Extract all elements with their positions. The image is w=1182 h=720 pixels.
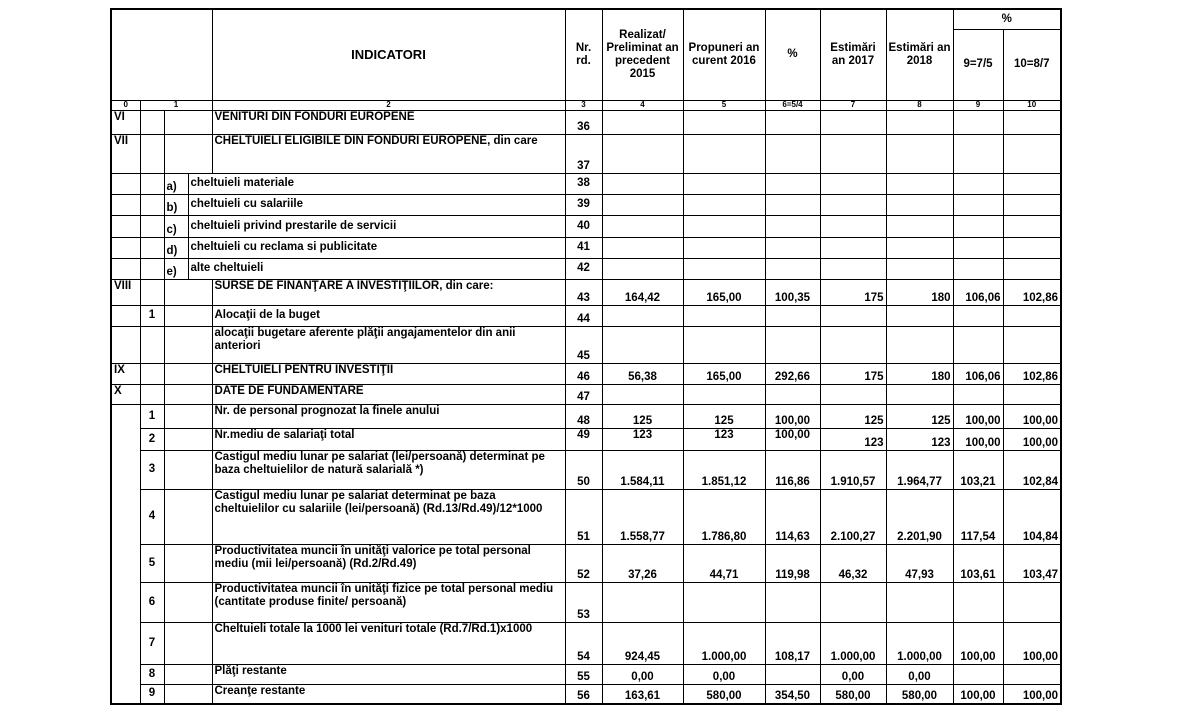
row-number: 40 xyxy=(565,215,602,237)
table-row xyxy=(111,450,1061,489)
header-col-10: 10=8/7 xyxy=(1003,29,1061,100)
cell xyxy=(953,215,1003,237)
value-col-6: 119,98 xyxy=(765,544,820,582)
value-col-4: 164,42 xyxy=(602,279,683,305)
indicator-label: Creanţe restante xyxy=(212,684,565,704)
value-col-7: 580,00 xyxy=(820,684,886,704)
sub-letter: d) xyxy=(164,237,188,258)
value-col-4: 37,26 xyxy=(602,544,683,582)
value-col-9: 106,06 xyxy=(953,363,1003,384)
cell xyxy=(820,305,886,326)
cell xyxy=(602,134,683,173)
value-col-9: 106,06 xyxy=(953,279,1003,305)
row-number: 48 xyxy=(565,404,602,428)
colnum: 3 xyxy=(565,100,602,110)
cell xyxy=(602,110,683,134)
value-col-9 xyxy=(953,664,1003,684)
cell xyxy=(111,173,140,194)
cell xyxy=(820,215,886,237)
cell xyxy=(765,258,820,279)
cell xyxy=(953,305,1003,326)
cell xyxy=(886,173,953,194)
indicator-label: cheltuieli privind prestarile de servicii xyxy=(188,215,565,237)
cell xyxy=(886,134,953,173)
row-number: 42 xyxy=(565,258,602,279)
table-row xyxy=(111,363,1061,384)
column-numbers-row xyxy=(111,100,1061,110)
cell xyxy=(683,194,765,215)
value-col-8: 2.201,90 xyxy=(886,489,953,544)
cell xyxy=(602,237,683,258)
table-row xyxy=(111,326,1061,363)
row-number: 46 xyxy=(565,363,602,384)
value-col-4: 924,45 xyxy=(602,622,683,664)
cell xyxy=(765,237,820,258)
cell xyxy=(953,384,1003,404)
item-number: 3 xyxy=(140,450,164,489)
colnum: 10 xyxy=(1003,100,1061,110)
value-col-9: 103,61 xyxy=(953,544,1003,582)
value-col-6: 354,50 xyxy=(765,684,820,704)
table-row xyxy=(111,173,1061,194)
value-col-7: 125 xyxy=(820,404,886,428)
cell xyxy=(164,622,212,664)
cell xyxy=(602,305,683,326)
cell xyxy=(164,384,212,404)
cell xyxy=(164,664,212,684)
colnum: 5 xyxy=(683,100,765,110)
value-col-7: 0,00 xyxy=(820,664,886,684)
cell xyxy=(140,134,164,173)
cell xyxy=(886,110,953,134)
cell xyxy=(140,215,164,237)
value-col-10: 102,84 xyxy=(1003,450,1061,489)
value-col-7: 1.000,00 xyxy=(820,622,886,664)
table-row xyxy=(111,404,1061,428)
cell xyxy=(683,384,765,404)
value-col-9: 100,00 xyxy=(953,428,1003,450)
row-number: 38 xyxy=(565,173,602,194)
value-col-10 xyxy=(1003,664,1061,684)
cell xyxy=(1003,110,1061,134)
header-blank xyxy=(111,9,212,100)
cell xyxy=(683,134,765,173)
cell xyxy=(820,384,886,404)
value-col-6: 100,00 xyxy=(765,404,820,428)
colnum: 9 xyxy=(953,100,1003,110)
value-col-8: 125 xyxy=(886,404,953,428)
cell xyxy=(602,194,683,215)
table-row xyxy=(111,194,1061,215)
table-row xyxy=(111,305,1061,326)
cell xyxy=(820,326,886,363)
cell xyxy=(111,305,140,326)
value-col-8: 0,00 xyxy=(886,664,953,684)
cell xyxy=(602,258,683,279)
value-col-10: 103,47 xyxy=(1003,544,1061,582)
cell xyxy=(953,173,1003,194)
value-col-7: 123 xyxy=(820,428,886,450)
cell xyxy=(886,384,953,404)
value-col-4: 125 xyxy=(602,404,683,428)
table-row xyxy=(111,237,1061,258)
cell xyxy=(886,237,953,258)
indicator-label: Nr. de personal prognozat la finele anului xyxy=(212,404,565,428)
cell xyxy=(602,582,683,622)
value-col-9: 100,00 xyxy=(953,684,1003,704)
header-propuneri: Propuneri an curent 2016 xyxy=(683,9,765,100)
indicator-label: Castigul mediu lunar pe salariat determinat pe baza cheltuielilor cu salariile (lei/persoană) (Rd.13/Rd.49)/12*1000 xyxy=(212,489,565,544)
value-col-10: 102,86 xyxy=(1003,279,1061,305)
cell xyxy=(683,582,765,622)
value-col-6 xyxy=(765,664,820,684)
sub-letter: e) xyxy=(164,258,188,279)
cell xyxy=(765,215,820,237)
cell xyxy=(683,173,765,194)
colnum: 4 xyxy=(602,100,683,110)
row-number: 36 xyxy=(565,110,602,134)
value-col-10: 104,84 xyxy=(1003,489,1061,544)
cell xyxy=(1003,305,1061,326)
indicator-label: alocaţii bugetare aferente plăţii angajamentelor din anii anteriori xyxy=(212,326,565,363)
value-col-7: 1.910,57 xyxy=(820,450,886,489)
cell xyxy=(683,305,765,326)
indicator-label: Cheltuieli totale la 1000 lei venituri totale (Rd.7/Rd.1)x1000 xyxy=(212,622,565,664)
cell xyxy=(953,582,1003,622)
cell xyxy=(111,215,140,237)
cell xyxy=(140,173,164,194)
value-col-4: 56,38 xyxy=(602,363,683,384)
value-col-4: 1.584,11 xyxy=(602,450,683,489)
header-realizat: Realizat/ Preliminat an precedent 2015 xyxy=(602,9,683,100)
item-number: 4 xyxy=(140,489,164,544)
value-col-8: 180 xyxy=(886,363,953,384)
header-estimari-2018: Estimări an 2018 xyxy=(886,9,953,100)
section-x-spacer xyxy=(111,404,140,704)
row-number: 51 xyxy=(565,489,602,544)
section-code: IX xyxy=(111,363,140,384)
cell xyxy=(164,305,212,326)
cell xyxy=(164,134,212,173)
cell xyxy=(164,428,212,450)
cell xyxy=(683,237,765,258)
row-number: 52 xyxy=(565,544,602,582)
cell xyxy=(953,258,1003,279)
cell xyxy=(886,215,953,237)
cell xyxy=(111,237,140,258)
table-row xyxy=(111,134,1061,173)
table-row xyxy=(111,215,1061,237)
table-row xyxy=(111,384,1061,404)
cell xyxy=(164,279,212,305)
cell xyxy=(683,110,765,134)
cell xyxy=(602,326,683,363)
row-number: 55 xyxy=(565,664,602,684)
cell xyxy=(886,582,953,622)
indicator-label: VENITURI DIN FONDURI EUROPENE xyxy=(212,110,565,134)
cell xyxy=(602,384,683,404)
table-row xyxy=(111,258,1061,279)
value-col-4: 123 xyxy=(602,428,683,450)
value-col-7: 175 xyxy=(820,279,886,305)
cell xyxy=(1003,215,1061,237)
indicator-label: Productivitatea muncii în unităţi valorice pe total personal mediu (mii lei/persoană) (Rd.2/Rd.49) xyxy=(212,544,565,582)
cell xyxy=(765,384,820,404)
cell xyxy=(602,215,683,237)
cell xyxy=(1003,134,1061,173)
cell xyxy=(1003,326,1061,363)
cell xyxy=(683,215,765,237)
colnum: 8 xyxy=(886,100,953,110)
cell xyxy=(683,258,765,279)
cell xyxy=(602,173,683,194)
value-col-5: 0,00 xyxy=(683,664,765,684)
value-col-8: 580,00 xyxy=(886,684,953,704)
row-number: 47 xyxy=(565,384,602,404)
item-number: 7 xyxy=(140,622,164,664)
header-nr-rd: Nr. rd. xyxy=(565,9,602,100)
value-col-5: 1.851,12 xyxy=(683,450,765,489)
cell xyxy=(140,258,164,279)
cell xyxy=(164,544,212,582)
row-number: 37 xyxy=(565,134,602,173)
row-number: 41 xyxy=(565,237,602,258)
cell xyxy=(140,110,164,134)
header-percent: % xyxy=(765,9,820,100)
cell xyxy=(953,110,1003,134)
colnum: 2 xyxy=(212,100,565,110)
table-row xyxy=(111,544,1061,582)
header-indicatori: INDICATORI xyxy=(212,9,565,100)
cell xyxy=(140,194,164,215)
table-row xyxy=(111,489,1061,544)
value-col-8: 1.964,77 xyxy=(886,450,953,489)
cell xyxy=(765,326,820,363)
cell xyxy=(111,194,140,215)
table-row xyxy=(111,582,1061,622)
cell xyxy=(886,258,953,279)
item-number: 6 xyxy=(140,582,164,622)
colnum: 6=5/4 xyxy=(765,100,820,110)
table-row xyxy=(111,428,1061,450)
item-number: 1 xyxy=(140,305,164,326)
value-col-9: 100,00 xyxy=(953,622,1003,664)
value-col-5: 1.000,00 xyxy=(683,622,765,664)
cell xyxy=(683,326,765,363)
indicator-label: Castigul mediu lunar pe salariat (lei/persoană) determinat pe baza cheltuielilor de natură salarială *) xyxy=(212,450,565,489)
item-number: 9 xyxy=(140,684,164,704)
section-code: VII xyxy=(111,134,140,173)
table-row xyxy=(111,110,1061,134)
item-number: 1 xyxy=(140,404,164,428)
cell xyxy=(765,305,820,326)
section-code: X xyxy=(111,384,140,404)
value-col-9: 103,21 xyxy=(953,450,1003,489)
indicator-label: Productivitatea muncii în unităţi fizice pe total personal mediu (cantitate produse finite/ persoană) xyxy=(212,582,565,622)
table-row xyxy=(111,664,1061,684)
value-col-7: 46,32 xyxy=(820,544,886,582)
value-col-9: 117,54 xyxy=(953,489,1003,544)
value-col-6: 108,17 xyxy=(765,622,820,664)
value-col-8: 47,93 xyxy=(886,544,953,582)
cell xyxy=(140,237,164,258)
cell xyxy=(765,194,820,215)
value-col-10: 100,00 xyxy=(1003,404,1061,428)
row-number: 56 xyxy=(565,684,602,704)
value-col-8: 1.000,00 xyxy=(886,622,953,664)
value-col-7: 2.100,27 xyxy=(820,489,886,544)
cell xyxy=(1003,582,1061,622)
cell xyxy=(820,134,886,173)
value-col-5: 44,71 xyxy=(683,544,765,582)
row-number: 44 xyxy=(565,305,602,326)
cell xyxy=(1003,384,1061,404)
row-number: 39 xyxy=(565,194,602,215)
value-col-7: 175 xyxy=(820,363,886,384)
cell xyxy=(140,384,164,404)
value-col-4: 0,00 xyxy=(602,664,683,684)
indicator-label: SURSE DE FINANŢARE A INVESTIŢIILOR, din care: xyxy=(212,279,565,305)
item-number: 8 xyxy=(140,664,164,684)
cell xyxy=(765,110,820,134)
cell xyxy=(164,582,212,622)
row-number: 53 xyxy=(565,582,602,622)
row-number: 50 xyxy=(565,450,602,489)
row-number: 54 xyxy=(565,622,602,664)
cell xyxy=(953,237,1003,258)
cell xyxy=(820,258,886,279)
cell xyxy=(820,582,886,622)
value-col-5: 580,00 xyxy=(683,684,765,704)
indicator-label: DATE DE FUNDAMENTARE xyxy=(212,384,565,404)
header-col-9: 9=7/5 xyxy=(953,29,1003,100)
cell xyxy=(953,326,1003,363)
colnum: 7 xyxy=(820,100,886,110)
cell xyxy=(820,194,886,215)
cell xyxy=(886,194,953,215)
colnum: 1 xyxy=(140,100,212,110)
cell xyxy=(765,134,820,173)
header-percent-group: % xyxy=(953,9,1061,29)
indicator-label: cheltuieli cu reclama si publicitate xyxy=(188,237,565,258)
indicator-label: CHELTUIELI PENTRU INVESTIŢII xyxy=(212,363,565,384)
value-col-10: 100,00 xyxy=(1003,622,1061,664)
table-row xyxy=(111,622,1061,664)
cell xyxy=(111,258,140,279)
section-code: VIII xyxy=(111,279,140,305)
cell xyxy=(164,450,212,489)
value-col-5: 165,00 xyxy=(683,279,765,305)
value-col-6: 100,35 xyxy=(765,279,820,305)
cell xyxy=(953,134,1003,173)
value-col-10: 100,00 xyxy=(1003,428,1061,450)
value-col-6: 114,63 xyxy=(765,489,820,544)
cell xyxy=(164,326,212,363)
cell xyxy=(886,326,953,363)
sub-letter: b) xyxy=(164,194,188,215)
indicator-label: CHELTUIELI ELIGIBILE DIN FONDURI EUROPENE, din care xyxy=(212,134,565,173)
value-col-4: 1.558,77 xyxy=(602,489,683,544)
value-col-6: 116,86 xyxy=(765,450,820,489)
indicator-label: cheltuieli materiale xyxy=(188,173,565,194)
cell xyxy=(886,305,953,326)
cell xyxy=(111,326,140,363)
cell xyxy=(765,582,820,622)
value-col-9: 100,00 xyxy=(953,404,1003,428)
row-number: 43 xyxy=(565,279,602,305)
cell xyxy=(140,279,164,305)
cell xyxy=(140,326,164,363)
sub-letter: c) xyxy=(164,215,188,237)
value-col-10: 102,86 xyxy=(1003,363,1061,384)
cell xyxy=(140,363,164,384)
cell xyxy=(765,173,820,194)
cell xyxy=(820,237,886,258)
indicator-label: Plăţi restante xyxy=(212,664,565,684)
sub-letter: a) xyxy=(164,173,188,194)
table-row xyxy=(111,684,1061,704)
item-number: 5 xyxy=(140,544,164,582)
value-col-5: 165,00 xyxy=(683,363,765,384)
cell xyxy=(820,110,886,134)
value-col-5: 1.786,80 xyxy=(683,489,765,544)
item-number: 2 xyxy=(140,428,164,450)
indicator-label: cheltuieli cu salariile xyxy=(188,194,565,215)
value-col-6: 100,00 xyxy=(765,428,820,450)
colnum: 0 xyxy=(111,100,140,110)
cell xyxy=(820,173,886,194)
value-col-5: 125 xyxy=(683,404,765,428)
indicator-label: alte cheltuieli xyxy=(188,258,565,279)
cell xyxy=(164,684,212,704)
indicator-label: Nr.mediu de salariaţi total xyxy=(212,428,565,450)
cell xyxy=(164,489,212,544)
value-col-8: 180 xyxy=(886,279,953,305)
cell xyxy=(164,363,212,384)
indicator-label: Alocaţii de la buget xyxy=(212,305,565,326)
indicators-table xyxy=(110,8,1062,705)
value-col-4: 163,61 xyxy=(602,684,683,704)
row-number: 49 xyxy=(565,428,602,450)
cell xyxy=(1003,258,1061,279)
section-code: VI xyxy=(111,110,140,134)
cell xyxy=(164,404,212,428)
value-col-5: 123 xyxy=(683,428,765,450)
cell xyxy=(1003,194,1061,215)
row-number: 45 xyxy=(565,326,602,363)
cell xyxy=(1003,173,1061,194)
table-row xyxy=(111,279,1061,305)
value-col-8: 123 xyxy=(886,428,953,450)
cell xyxy=(1003,237,1061,258)
value-col-10: 100,00 xyxy=(1003,684,1061,704)
cell xyxy=(164,110,212,134)
cell xyxy=(953,194,1003,215)
value-col-6: 292,66 xyxy=(765,363,820,384)
header-estimari-2017: Estimări an 2017 xyxy=(820,9,886,100)
